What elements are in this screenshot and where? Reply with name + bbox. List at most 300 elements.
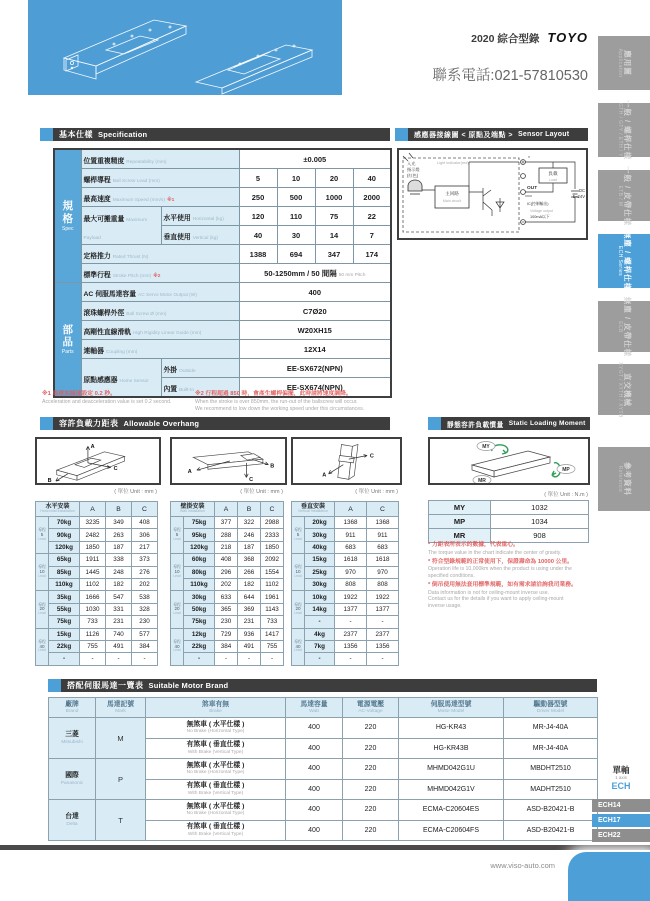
- moment-note-gray: Data information is not for ceiling-mount inverse use.: [428, 589, 550, 596]
- spec-row: [54, 169, 391, 188]
- overhang-value-cell: 936: [238, 628, 261, 640]
- sidebar-tab-3[interactable]: [598, 165, 650, 226]
- overhang-value-cell: 373: [132, 554, 158, 566]
- main-circuit-en: Main circuit: [442, 199, 462, 203]
- spec-value-cell: 40: [353, 169, 391, 188]
- spec-label-zh: 滾珠螺桿外徑: [83, 310, 125, 317]
- unit-label-mm: ( 單位 Unit : mm ): [355, 489, 398, 495]
- overhang-value-cell: 755: [261, 640, 284, 652]
- moment-mp-label: MP: [562, 467, 570, 473]
- indicator-label-line1: 入光: [407, 161, 416, 166]
- overhang-value-cell: 349: [106, 517, 132, 529]
- footnote-gray-text: When the stroke is over 850mm, the run-out of the ballscrew will occur.: [195, 398, 358, 405]
- motor-motor-cell: MHMD042G1U: [399, 759, 504, 780]
- spec-value-cell: 12X14: [239, 340, 391, 359]
- motor-brake-cell: [146, 718, 286, 739]
- motor-motor-cell: ECMA-C20604ES: [399, 800, 504, 821]
- overhang-lead-group: [171, 554, 184, 591]
- overhang-payload-cell: 65kg: [49, 554, 80, 566]
- overhang-value-cell: 1102: [80, 578, 106, 590]
- lead-label-en: Lead: [173, 648, 181, 653]
- overhang-value-cell: 755: [80, 640, 106, 652]
- motor-header-zh: 馬達記號: [106, 700, 135, 708]
- motor-voltage-cell: 220: [343, 718, 399, 739]
- axis-label-zh: 單軸: [612, 765, 630, 775]
- spec-label-en: Ball Screw Lead (mm): [112, 179, 160, 184]
- overhang-value-cell: 970: [367, 566, 399, 578]
- motor-table: [48, 697, 598, 841]
- lead-value: 5: [296, 531, 300, 537]
- motor-voltage-cell: 220: [343, 738, 399, 759]
- overhang-row: [36, 628, 158, 640]
- brake-type-zh: 無煞車 ( 水平仕樣 ): [186, 761, 245, 769]
- spec-label-zh: 連軸器: [83, 348, 104, 355]
- motor-motor-cell: HG-KR43B: [399, 738, 504, 759]
- motor-voltage-cell: 220: [343, 800, 399, 821]
- spec-label-en: High Rigidity Linear Guide (mm): [133, 331, 202, 336]
- brake-type-en: No Brake (Horizontal Type): [186, 729, 245, 735]
- overhang-row: [171, 554, 284, 566]
- overhang-row: [292, 566, 399, 578]
- overhang-row: [292, 517, 399, 529]
- moment-section-header: [428, 417, 590, 430]
- overhang-value-cell: 1618: [367, 554, 399, 566]
- overhang-payload-cell: 15kg: [49, 628, 80, 640]
- overhang-payload-cell: 70kg: [49, 517, 80, 529]
- overhang-table-0: [35, 501, 158, 666]
- moment-note-gray: Contact us for the details if you want to apply ceiling-mount: [428, 596, 564, 603]
- motor-brake-cell: [146, 738, 286, 759]
- spec-sub-label-cell: [161, 207, 239, 226]
- catalog-title: [471, 30, 588, 46]
- sidebar-tab-label: 一般 / 皮帶仕樣: [623, 165, 633, 226]
- spec-sub-label-cell: [161, 359, 239, 378]
- spec-label-zh: 螺桿導程: [83, 177, 111, 184]
- spec-label-en: Ball Screw Ø (mm): [126, 312, 167, 317]
- spec-value-cell: 5: [239, 169, 277, 188]
- overhang-value-cell: 328: [132, 603, 158, 615]
- overhang-row: [36, 653, 158, 665]
- spec-title-en: Specification: [98, 130, 148, 139]
- brand-name-en: Panasonic: [60, 780, 84, 786]
- spec-label-zh: 內置: [163, 386, 178, 393]
- moment-title-en: Static Loading Moment: [508, 420, 586, 427]
- motor-row: [49, 759, 598, 780]
- overhang-value-cell: 322: [238, 517, 261, 529]
- lead-value: 20: [295, 606, 301, 612]
- lead-label-en: Lead: [38, 610, 46, 615]
- spec-value-cell: 2000: [353, 188, 391, 207]
- overhang-diagram-horizontal: [35, 437, 161, 485]
- sidebar-tab-7[interactable]: [598, 447, 650, 511]
- website-link[interactable]: www.viso-auto.com: [490, 861, 555, 870]
- spec-value-cell: C7Ø20: [239, 302, 391, 321]
- spec-label-en: Home Sensor: [119, 378, 149, 384]
- overhang-row: [292, 603, 399, 615]
- moment-label-cell: MY: [429, 501, 491, 515]
- overhang-value-cell: 2333: [261, 529, 284, 541]
- voltage-output-label: Voltage output: [530, 209, 553, 213]
- sidebar-tab-label: 無塵 / 皮帶仕樣: [623, 296, 633, 357]
- sidebar-tab-5[interactable]: [598, 296, 650, 357]
- moment-note-gray: Operation life is 10,000km when the product is using under the: [428, 566, 572, 573]
- overhang-row: [36, 529, 158, 541]
- overhang-col-header: B: [106, 502, 132, 517]
- spec-label-zh: 定格推力: [83, 253, 111, 260]
- spec-label-en: Vertical (kg): [192, 236, 219, 241]
- overhang-value-cell: 970: [335, 566, 367, 578]
- lead-label-zh: 導程: [173, 639, 181, 644]
- unit-label-nm: ( 單位 Unit : N.m ): [544, 492, 588, 498]
- overhang-value-cell: 1368: [367, 517, 399, 529]
- overhang-value-cell: 365: [215, 603, 238, 615]
- overhang-value-cell: 729: [215, 628, 238, 640]
- overhang-value-cell: 1554: [261, 566, 284, 578]
- sidebar-tab-4[interactable]: [598, 230, 650, 292]
- spec-value-cell: 1000: [315, 188, 353, 207]
- overhang-payload-cell: 40kg: [305, 541, 335, 553]
- overhang-value-cell: 2092: [261, 554, 284, 566]
- sidebar-tab-sublabel: ETB / M: [617, 185, 624, 206]
- spec-label-cell: [81, 207, 161, 245]
- overhang-payload-cell: 7kg: [305, 640, 335, 652]
- unit-label-mm: ( 單位 Unit : mm ): [114, 489, 157, 495]
- motor-col-header: [504, 698, 598, 718]
- motor-col-header: [49, 698, 96, 718]
- sidebar-tab-label: 應用圖: [623, 50, 633, 76]
- overhang-value-cell: 2377: [367, 628, 399, 640]
- spec-label-zh: 水平使用: [163, 215, 191, 222]
- motor-mark-cell: P: [96, 759, 146, 800]
- contact-phone: 聯系電話:021-57810530: [432, 68, 588, 84]
- overhang-value-cell: 296: [215, 566, 238, 578]
- spec-value-cell: 7: [353, 226, 391, 245]
- overhang-table-1: [170, 501, 284, 666]
- overhang-row: [36, 640, 158, 652]
- motor-header-en: Driver Model: [536, 708, 565, 714]
- overhang-payload-cell: 75kg: [184, 616, 215, 628]
- overhang-lead-group: [36, 591, 49, 628]
- spec-row: [54, 188, 391, 207]
- spec-value-cell: 120: [239, 207, 277, 226]
- lead-value: 40: [295, 643, 301, 649]
- moment-note-red: * 倒吊使用無法套用標準規範，如有需求請洽詢我司業務。: [428, 581, 577, 588]
- motor-motor-cell: ECMA-C20604FS: [399, 820, 504, 841]
- overhang-value-cell: 187: [238, 541, 261, 553]
- moment-label-cell: MR: [429, 529, 491, 543]
- spec-row: [54, 359, 391, 378]
- overhang-value-cell: 187: [106, 541, 132, 553]
- actuator-drawing-icon: [28, 0, 342, 95]
- overhang-value-cell: 230: [132, 616, 158, 628]
- overhang-lead-group: [36, 517, 49, 554]
- sidebar-tab-text: [617, 462, 631, 496]
- overhang-value-cell: 369: [238, 603, 261, 615]
- overhang-lead-group: [171, 591, 184, 628]
- spec-row: [54, 340, 391, 359]
- lead-label-en: Lead: [38, 536, 46, 541]
- load-label-en: Load: [549, 178, 557, 182]
- overhang-table-name: [36, 502, 80, 517]
- lead-label-zh: 導程: [38, 602, 46, 607]
- overhang-name-en: Vertical Installation: [298, 509, 328, 514]
- overhang-value-cell: 408: [132, 517, 158, 529]
- lead-label-en: Lead: [294, 573, 302, 578]
- dc-voltage-label: 5~24V: [572, 194, 585, 199]
- overhang-row: [292, 640, 399, 652]
- overhang-value-cell: -: [215, 653, 238, 665]
- motor-watt-cell: 400: [286, 800, 343, 821]
- overhang-value-cell: -: [335, 653, 367, 665]
- spec-value-cell: EE-SX672(NPN): [239, 359, 391, 378]
- overhang-value-cell: 368: [238, 554, 261, 566]
- sidebar-tab-1[interactable]: [598, 36, 650, 90]
- overhang-lead-group: [36, 554, 49, 591]
- overhang-row: [36, 603, 158, 615]
- overhang-name-zh: 壁掛安裝: [180, 503, 205, 510]
- overhang-row: [36, 578, 158, 590]
- brake-type-zh: 有煞車 ( 垂直仕樣 ): [186, 782, 245, 790]
- sidebar-tab-6[interactable]: [598, 361, 650, 418]
- spec-label-cell: [81, 264, 239, 283]
- overhang-value-cell: 1368: [335, 517, 367, 529]
- overhang-value-cell: 377: [215, 517, 238, 529]
- motor-watt-cell: 400: [286, 718, 343, 739]
- overhang-value-cell: 733: [80, 616, 106, 628]
- spec-label-cell: [81, 302, 239, 321]
- lead-value: 10: [39, 569, 45, 575]
- overhang-value-cell: 733: [261, 616, 284, 628]
- motor-driver-cell: MBDHT2510: [504, 759, 598, 780]
- spec-title-zh: 基本仕樣: [59, 130, 93, 139]
- series-label: [592, 765, 650, 791]
- overhang-title-zh: 容許負載力距表: [59, 419, 119, 428]
- spec-value-cell: 10: [277, 169, 315, 188]
- header-accent-square-icon: [428, 417, 441, 430]
- brake-type-zh: 無煞車 ( 水平仕樣 ): [186, 802, 245, 810]
- motor-header-zh: 電源電壓: [356, 700, 385, 708]
- diagram-label-a: A: [187, 468, 192, 475]
- motor-col-header: [146, 698, 286, 718]
- sensor-title-zh: 感應器接線圖 < 原點及端點 >: [414, 131, 514, 139]
- lead-label-zh: 導程: [173, 602, 181, 607]
- lead-value: 20: [39, 606, 45, 612]
- sidebar-tab-sublabel: ECH Series: [617, 245, 624, 277]
- spec-side-zh: 規格: [62, 200, 73, 225]
- dc-label: DC: [578, 188, 585, 193]
- spec-value-cell: 400: [239, 283, 391, 302]
- product-line-art: [28, 0, 342, 95]
- series-tab-ech14[interactable]: ECH14: [592, 799, 650, 812]
- spec-sub-label-cell: [161, 226, 239, 245]
- motor-motor-cell: HG-KR43: [399, 718, 504, 739]
- spec-value-cell: 14: [315, 226, 353, 245]
- sidebar-tab-sublabel: XYGT / XYTH / XYTB: [617, 361, 624, 418]
- footnote-red-text: ※1 馬達加減速設定 0.2 秒。: [42, 391, 116, 397]
- overhang-value-cell: 384: [132, 640, 158, 652]
- overhang-row: [171, 628, 284, 640]
- overhang-value-cell: 306: [132, 529, 158, 541]
- spec-label-en: Horizontal (kg): [192, 217, 224, 222]
- overhang-row: [171, 529, 284, 541]
- spec-label-cell: [81, 321, 239, 340]
- overhang-row: [292, 653, 399, 665]
- sidebar-tab-sublabel: Reference: [617, 465, 624, 493]
- footnote-1: [42, 388, 195, 406]
- overhang-value-cell: 2482: [80, 529, 106, 541]
- overhang-payload-cell: 120kg: [184, 541, 215, 553]
- spec-label-en: Rated Thrust (N): [112, 255, 149, 260]
- overhang-row: [171, 566, 284, 578]
- motor-col-header: [343, 698, 399, 718]
- spec-side-en: Parts: [61, 349, 74, 356]
- brake-type-en: With Brake (Vertical Type): [187, 790, 244, 796]
- spec-value-cell: 174: [353, 245, 391, 264]
- sensor-diagram-box: [397, 148, 588, 240]
- spec-value-cell: 22: [353, 207, 391, 226]
- motor-motor-cell: MHMD042G1V: [399, 779, 504, 800]
- header-accent-square-icon: [48, 679, 61, 692]
- overhang-value-cell: -: [335, 616, 367, 628]
- motor-brand-cell: [49, 800, 96, 841]
- overhang-payload-cell: -: [184, 653, 215, 665]
- overhang-row: [292, 554, 399, 566]
- lead-label-zh: 導程: [38, 565, 46, 570]
- motor-brake-cell: [146, 779, 286, 800]
- brake-type-en: With Brake (Vertical Type): [187, 831, 244, 837]
- header-accent-square-icon: [40, 417, 53, 430]
- sidebar-tab-label: 參考資料: [623, 462, 633, 496]
- motor-header-zh: 煞車有無: [201, 700, 230, 708]
- header-accent-square-icon: [395, 128, 408, 141]
- moment-note-gray: specified conditions.: [428, 573, 475, 580]
- overhang-lead-group: [171, 517, 184, 554]
- overhang-value-cell: 1911: [80, 554, 106, 566]
- catalog-year-title: 2020 綜合型錄: [471, 33, 540, 45]
- axis-label-en: 1 axis: [615, 775, 627, 781]
- brake-type-en: No Brake (Horizontal Type): [186, 811, 245, 817]
- spec-label-cell: [81, 283, 239, 302]
- overhang-value-cell: -: [132, 653, 158, 665]
- moment-value-cell: 1034: [491, 515, 589, 529]
- footer-bar: [0, 845, 650, 850]
- motor-voltage-cell: 220: [343, 779, 399, 800]
- diagram-label-a: A: [322, 472, 327, 479]
- moment-notes: [428, 540, 596, 610]
- overhang-row: [292, 616, 399, 628]
- overhang-value-cell: 1922: [335, 591, 367, 603]
- sidebar-tab-label: 一般 / 螺桿仕樣: [623, 99, 633, 161]
- series-tab-ech22[interactable]: ECH22: [592, 829, 650, 842]
- motor-brake-cell: [146, 820, 286, 841]
- brake-type-zh: 有煞車 ( 垂直仕樣 ): [186, 741, 245, 749]
- overhang-value-cell: 384: [215, 640, 238, 652]
- overhang-value-cell: 230: [215, 616, 238, 628]
- overhang-payload-cell: 22kg: [49, 640, 80, 652]
- moment-table: [428, 500, 589, 543]
- moment-my-label: MY: [482, 444, 490, 450]
- overhang-col-header: B: [238, 502, 261, 517]
- lead-label-zh: 導程: [38, 528, 46, 533]
- lead-value: 10: [295, 569, 301, 575]
- sensor-circuit-icon: [399, 150, 586, 238]
- spec-label-cell: [81, 340, 239, 359]
- moment-note-gray: The torque value in the chart indicate the center of gravity.: [428, 549, 562, 556]
- overhang-title-en: Allowable Overhang: [123, 419, 200, 428]
- overhang-payload-cell: -: [305, 616, 335, 628]
- overhang-row: [36, 566, 158, 578]
- brand-name-en: Delta: [66, 821, 78, 827]
- diagram-label-a: A: [90, 444, 95, 451]
- current-limit-label: 100mA以下: [530, 215, 550, 219]
- lead-label-en: Lead: [173, 573, 181, 578]
- overhang-lead-group: [292, 591, 305, 628]
- overhang-row: [292, 541, 399, 553]
- sidebar-tab-label: 無塵 / 螺桿仕樣: [623, 230, 633, 292]
- overhang-payload-cell: 10kg: [305, 591, 335, 603]
- moment-diagram-box: [428, 437, 590, 485]
- overhang-payload-cell: 22kg: [184, 640, 215, 652]
- motor-header-zh: 馬達容量: [300, 700, 328, 708]
- spec-row: [54, 245, 391, 264]
- overhang-col-header: C: [261, 502, 284, 517]
- overhang-payload-cell: 80kg: [184, 566, 215, 578]
- spec-label-cell: [81, 188, 239, 207]
- overhang-diagram-wall: [170, 437, 287, 485]
- motor-watt-cell: 400: [286, 738, 343, 759]
- overhang-value-cell: 231: [238, 616, 261, 628]
- spec-label-mark: ※1: [166, 198, 175, 203]
- overhang-col-header: C: [132, 502, 158, 517]
- overhang-payload-cell: 75kg: [184, 517, 215, 529]
- overhang-row: [36, 541, 158, 553]
- spec-label-en: Repeatability (mm): [126, 160, 167, 165]
- sidebar-tab-sublabel: ECB: [617, 320, 624, 333]
- moment-row: [429, 515, 589, 529]
- motor-header-zh: 驅動器型號: [533, 700, 568, 708]
- overhang-value-cell: 276: [132, 566, 158, 578]
- lead-label-zh: 導程: [173, 528, 181, 533]
- diagram-label-b: B: [270, 463, 275, 470]
- overhang-value-cell: 683: [335, 541, 367, 553]
- overhang-value-cell: 538: [132, 591, 158, 603]
- motor-header-zh: 廠牌: [65, 700, 79, 708]
- motor-driver-cell: ASD-B20421-B: [504, 820, 598, 841]
- motor-col-header: [96, 698, 146, 718]
- overhang-value-cell: 577: [132, 628, 158, 640]
- overhang-payload-cell: 15kg: [305, 554, 335, 566]
- motor-driver-cell: MADHT2510: [504, 779, 598, 800]
- motor-row: [49, 718, 598, 739]
- footnote-red-text: ※2 行程超過 850 時，會產生螺桿偏擺，此時請將速度調降。: [195, 391, 352, 397]
- spec-row: [54, 321, 391, 340]
- overhang-payload-cell: 12kg: [184, 628, 215, 640]
- motor-title-en: Suitable Motor Brand: [148, 681, 229, 690]
- overhang-payload-cell: 14kg: [305, 603, 335, 615]
- overhang-table-name: [292, 502, 335, 517]
- sidebar-tab-2[interactable]: [598, 99, 650, 161]
- overhang-payload-cell: 50kg: [184, 603, 215, 615]
- spec-label-zh: 垂直使用: [163, 234, 191, 241]
- series-tab-ech17[interactable]: ECH17: [592, 814, 650, 827]
- brand-name-en: Mitsubishi: [61, 739, 83, 745]
- overhang-row: [36, 616, 158, 628]
- motor-driver-cell: MR-J4-40A: [504, 738, 598, 759]
- spec-row: [54, 302, 391, 321]
- diagram-label-c: C: [369, 453, 374, 460]
- indicator-label-en: Light indicator(red): [437, 161, 469, 165]
- spec-value-cell: 250: [239, 188, 277, 207]
